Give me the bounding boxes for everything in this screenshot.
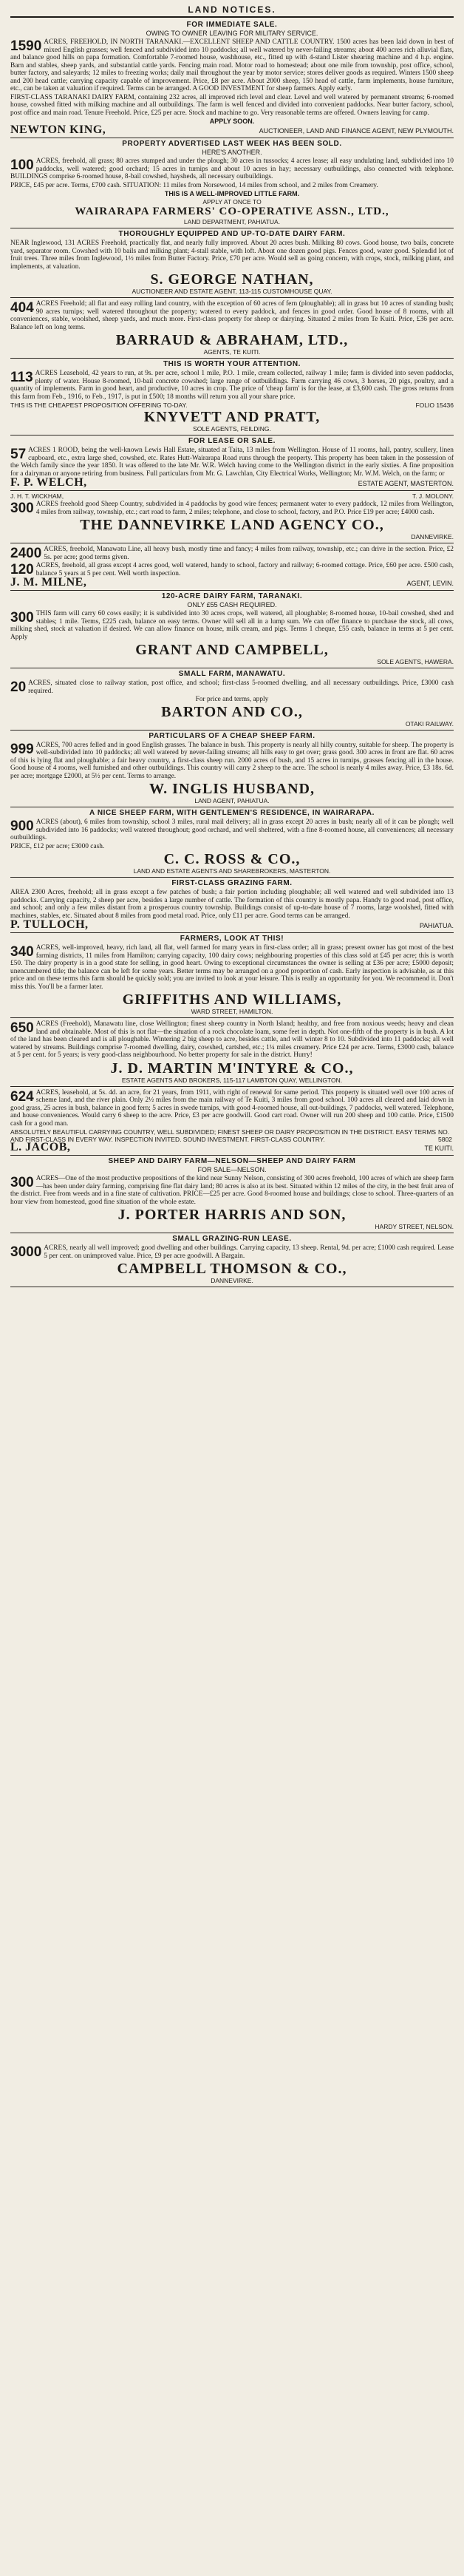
firm-agent: ESTATE AGENT, MASTERTON. (358, 480, 454, 487)
folio-reference: FOLIO 15436 (415, 401, 454, 409)
ad-text: ACRES, freehold, all grass; 80 acres stumped and under the plough; 30 acres in tussocks; 4 acres lease; all easy undulating land, subdivided into 10 paddocks, well watered; good orchard; 15 acres in turnips and about 10 acres in hay; necessary outbuildings, also connected with telephone. BUILDINGS comprise 6-roomed house, 8-bail cowshed, haysheds, all necessary outbuildings. (10, 157, 454, 180)
ad-body-secondary: FIRST-CLASS TARANAKI DAIRY FARM, containing 232 acres, all improved rich level and clear. Level and well watered by permanent streams; 6-roomed house, cowshed fitted with milking machine and all outbuildings. The farm is well fenced and divided into convenient paddocks. Near butter factory, school, post office and main road. Tenure Freehold. Price, £25 per acre. Stock and machine to go. Very reasonable terms are offered. Owners leaving for camp. (10, 93, 454, 117)
apply-line: APPLY SOON. (209, 118, 255, 125)
ad-body (10, 1089, 454, 1128)
apply-line: THIS IS A WELL-IMPROVED LITTLE FARM. (164, 190, 300, 197)
firm-agent: SOLE AGENTS, HAWERA. (377, 658, 454, 665)
firm-agent: DANNEVIRKE. (411, 533, 454, 540)
firm-name: CAMPBELL THOMSON & CO., (117, 1261, 347, 1277)
acreage-lead: 1590 (10, 38, 42, 54)
firm-name: P. TULLOCH, (10, 918, 89, 931)
ad-body-secondary: THIS IS THE CHEAPEST PROPOSITION OFFERING TO-DAY. (10, 401, 188, 409)
acreage-lead: 650 (10, 1020, 34, 1036)
ad-heading: PROPERTY ADVERTISED LAST WEEK HAS BEEN SOLD. (122, 140, 342, 148)
agent-name-left: J. H. T. WICKHAM, (10, 492, 64, 500)
firm-row (10, 918, 454, 931)
firm-name: KNYVETT AND PRATT, (143, 409, 321, 425)
acreage-lead: 300 (10, 1175, 34, 1190)
acreage-lead: 404 (10, 300, 34, 316)
ad-text: ACRES freehold good Sheep Country, subdivided in 4 paddocks by good wire fences; permanent water to every paddock, 12 miles from Wellington, 4 miles from railway, township, etc.; cart road to farm, 2 miles; telephone, and close to school, factory, and P.O. Price £19 per acre; £4000 cash. (35, 501, 454, 516)
firm-name: THE DANNEVIRKE LAND AGENCY CO., (80, 517, 384, 533)
ad-heading: FARMERS, LOOK AT THIS! (180, 935, 284, 943)
ad-te-kuiti-404 (10, 298, 454, 359)
ad-body (10, 742, 454, 781)
firm-name: W. INGLIS HUSBAND, (149, 781, 315, 797)
ad-body: NEAR Inglewood, 131 ACRES Freehold, practically flat, and nearly fully improved. About 20 acres bush. Milking 80 cows. Good house, two bails, concrete yard, separator room. Cowshed with 10 bails and milking plant; 4-stall stable, with loft. About one dozen good pigs. Fences good, water good. Splendid lot of fruit trees. Three miles from Inglewood, 1½ miles from Butter Factory. Price, £70 per acre. Would sell as going concern, with crops, stock, milking plant, and implements, at valuation. (10, 240, 454, 271)
ad-nelson (10, 1156, 454, 1233)
acreage-lead: 340 (10, 944, 34, 960)
firm-agent: TE KUITI. (424, 1145, 454, 1152)
acreage-lead: 57 (10, 447, 27, 462)
acreage-lead: 120 (10, 562, 34, 577)
ad-body (10, 679, 454, 695)
firm-row (10, 123, 454, 136)
firm-name: L. JACOB, (10, 1141, 71, 1153)
acreage-lead: 300 (10, 501, 34, 516)
firm-agent: AGENTS, TE KUITI. (203, 348, 261, 356)
firm-agent: WARD STREET, HAMILTON. (191, 1008, 273, 1015)
firm-name: J. D. MARTIN M'INTYRE & CO., (110, 1060, 354, 1077)
acreage-lead: 113 (10, 370, 33, 385)
firm-name: BARTON AND CO., (161, 703, 303, 720)
newspaper-page (6, 3, 458, 2569)
firm-name: BARRAUD & ABRAHAM, LTD., (115, 332, 349, 348)
firm-agent: SOLE AGENTS, FEILDING. (193, 425, 271, 433)
ad-text: ACRES Leasehold, 42 years to run, at 9s. per acre, school 1 mile, P.O. 1 mile, cream collected, railway 1 mile; farm is divided into seven paddocks, plenty of water. House 8-roomed, 10-bail concrete cowshed; large range of outbuildings. Farm carrying 46 cows, 3 horses, 20 pigs, poultry, and a quantity of implements. Farm in good heart, and productive, 10 acres in crop. The price of 'cheap farm' is for the lease, at £3,600 cash. The gross returns from this farm from Feb., 1916, to Feb., 1917, is put in £500; 18 months will return you all your share price. (10, 370, 454, 401)
acreage-lead: 300 (10, 610, 34, 626)
ad-body (10, 157, 454, 181)
ad-text: ACRES Freehold; all flat and easy rolling land country, with the exception of 60 acres of fern (ploughable); all in grass but 10 acres of standing bush; 90 acres turnips; well watered throughout the property; watered to every paddock, and fences in good order. Good house of 8 rooms, with all conveniences, stable, woolshed, sheep yards, and much more. First-class property for sheep or dairying. Situated 2 miles from Te Kuiti. Price, £36 per acre. Balance left on long terms. (10, 300, 454, 331)
ad-hawera (10, 591, 454, 668)
ad-otaki (10, 668, 454, 731)
ad-text: ACRES 1 ROOD, being the well-known Lewis Hall Estate, situated at Taita, 13 miles from Wellington. House of 11 rooms, hall, pantry, scullery, linen cupboard, etc., extra large shed, cowshed, etc. Rates Hutt-Wairarapa Road runs through the property. This property has been taken in the possession of the Welch family since the year 1850. It was offered to the late Mr. W.R. Welch having come to the Wellington district in the early sixties. A fine proposition for a dairyman or anyone retiring from business. Full particulars from Mr. G. Lawchlan, City Electrical Works, Wellington; Mr. W.M. Welch, on the farm; or (10, 447, 454, 478)
acreage-lead: 2400 (10, 546, 42, 561)
ad-taita-lease (10, 435, 454, 491)
firm-name: S. GEORGE NATHAN, (150, 271, 314, 288)
firm-row (10, 1143, 454, 1153)
ad-heading: SMALL GRAZING-RUN LEASE. (172, 1235, 292, 1243)
ad-text: ACRES, FREEHOLD, IN NORTH TARANAKI.—EXCELLENT SHEEP AND CATTLE COUNTRY. 1500 acres has been laid down in best of mixed English grasses; well fenced and subdivided into 10 paddocks; all well watered by never-failing streams; about 400 acres rich alluvial flats, and balance good hills on papa formation. Comfortable 7-roomed house, washhouse, etc., fitted up with 4-stand Lister shearing machine and 4 h.p. engine. Barn and stables, sheep yards, and substantial cattle yards. Fencing main road. Motor road to homestead; about one mile from township, post office, school, butter factory, and saleyards; 12 miles to freezing works; daily mail throughout the year by motor service; stores deliver goods as required. Winters 1500 sheep and 200 head cattle; carrying capacity capable of improvement. Price, £8 per acre. About 2000 sheep, 150 head of cattle, farm implements, house furniture, etc., can be taken at valuation if required. Terms can be arranged. A GOOD INVESTMENT for sheep farmers. Apply early. (10, 38, 454, 92)
ad-subheading: OWING TO OWNER LEAVING FOR MILITARY SERVICE. (146, 30, 318, 37)
ad-pahiatua-sheep (10, 731, 454, 808)
acreage-lead: 20 (10, 679, 27, 695)
ad-heading: THIS IS WORTH YOUR ATTENTION. (163, 360, 301, 368)
ad-subheading: ONLY £55 CASH REQUIRED. (187, 601, 277, 609)
ad-body (10, 1244, 454, 1260)
firm-agent: AGENT, LEVIN. (406, 580, 454, 587)
ad-heading: SHEEP AND DAIRY FARM—NELSON—SHEEP AND DAIRY FARM (108, 1157, 356, 1165)
ad-heading: PARTICULARS OF A CHEAP SHEEP FARM. (149, 731, 315, 740)
ad-body (10, 818, 454, 842)
ad-text: ACRES, situated close to railway station, post office, and school; first-class 5-roomed dwelling, and all necessary outbuildings. Price, £3000 cash required. (28, 679, 454, 695)
ad-body-secondary: PRICE, £12 per acre; £3000 cash. (10, 842, 105, 850)
ad-body (10, 944, 454, 991)
ad-text: ACRES, leasehold, at 5s. 4d. an acre, for 21 years, from 1911, with right of renewal for same period. This property is situated well over 100 acres of scheme land, and the river plain. Only 2½ miles from the main railway of Te Kuiti, 3 miles from good school. 100 acres all cleared and laid down in good grass, 25 acres in bush, balance in good fern; 5 acres in swede turnips, with good 4-roomed house, all out-buildings, 7 paddocks, well watered. Telephone, and house conveniences. Would carry 6 sheep to the acre. Price, £3 per acre goodwill. Good cart road. Owner will run 200 sheep and 100 cattle. Price, £1500 cash for a good man. (10, 1088, 454, 1128)
firm-name: C. C. ROSS & CO., (163, 851, 301, 867)
ad-subheading: FOR SALE—NELSON. (197, 1166, 267, 1173)
ad-text: ACRES, 700 acres felled and in good English grasses. The balance in bush. This property is nearly all hilly country, suitable for sheep. The property is well-subdivided into 10 paddocks; all well watered by never-failing streams; all hills easy to get over; grass good. 300 acres in front are flat. 60 acres of this is lying flat and ploughable; a fair heavy country, a first-class sheep run. 2000 acres of bush, and 15 acres in turnips, grasses fencing all in the house. Good house of 4 rooms, well furnished and other outbuildings. This country will carry 2 sheep to the acre. The school is nearly 4 miles away. Price, £3 18s. 6d. per acre; mortgage £2000, at 5½ per cent. Terms to arrange. (10, 741, 454, 780)
ad-heading: FOR LEASE OR SALE. (188, 437, 276, 445)
ad-text: ACRES, nearly all well improved; good dwelling and other buildings. Carrying capacity, 13 sheep. Rental, 9d. per acre; £1000 cash required. Lease 5 per cent. on unimproved value. Price, £9 per acre goodwill. A Bargain. (44, 1244, 454, 1260)
ad-grazing-run-lease (10, 1233, 454, 1287)
acreage-lead: 100 (10, 157, 34, 173)
apply-to: APPLY AT ONCE TO (202, 198, 262, 206)
ad-dannevirke-agency (10, 491, 454, 543)
firm-agent: HARDY STREET, NELSON. (375, 1223, 454, 1230)
ad-north-taranaki (10, 19, 454, 138)
ad-text: ACRES, freehold, all grass except 4 acres good, well watered, handy to school, factory and railway; 6-roomed cottage. Price, £60 per acre. £500 cash, balance 5 years at 5 per cent. Well worth inspection. (35, 562, 454, 577)
ad-body (10, 38, 454, 93)
ad-body (10, 610, 454, 641)
firm-agent: ESTATE AGENTS AND BROKERS, 115-117 LAMBTON QUAY, WELLINGTON. (121, 1076, 343, 1084)
ad-grazing-farm (10, 878, 454, 933)
ad-body (10, 1020, 454, 1060)
ad-levin (10, 543, 454, 591)
firm-row (10, 578, 454, 588)
firm-row (10, 478, 454, 488)
ad-text: ACRES, well-improved, heavy, rich land, all flat, well farmed for many years in first-class order; all in grass; present owner has got most of the best farming districts, 11 miles from Hamilton; carrying capacity, 100 dairy cows; neighbouring properties of this class sold at £45 per acre; this is worth £50. The dairy property is in a good state for selling, in good heart. Owing to exceptional circumstances the owner is selling at £36 per acre; £5000 deposit; unencumbered title; the balance can be left for some years. Better terms may be arranged on a good proportion of cash. Early inspection is advisable, as at this price and on these terms this farm should be quickly sold; you are invited to look at your leisure. This is really an opportunity for you. We recommend it. Don't miss this. You'll be a farmer later. (10, 944, 454, 991)
ad-wairarapa-residence (10, 807, 454, 878)
acreage-lead: 3000 (10, 1244, 42, 1260)
ad-norsewood (10, 138, 454, 228)
firm-name: J. M. MILNE, (10, 576, 87, 589)
ad-footer-row (10, 1128, 454, 1143)
firm-name: F. P. WELCH, (10, 476, 87, 489)
ad-te-kuiti-624 (10, 1087, 454, 1156)
firm-agent: OTAKI RAILWAY. (405, 719, 454, 728)
ad-text: ACRES—One of the most productive propositions of the kind near Sunny Nelson, consisting of 300 acres freehold, 100 acres of which are sheep farm—has been under dairy farming, comprising fine flat dairy land; 80 acres is also at its best. Situated within 12 miles of the city, in the best fruit area of the district. Free from weeds and in a fine state of cultivation. PRICE—£25 per acre. Good 8-roomed house and buildings; close to school. Three-quarters of an hour view from homestead, good fine situation of the whole estate. (10, 1175, 454, 1206)
firm-agent: DANNEVIRKE. (211, 1277, 253, 1284)
acreage-lead: 624 (10, 1088, 34, 1105)
ad-body-secondary: For price and terms, apply (195, 696, 269, 703)
ad-text: THIS farm will carry 60 cows easily; it is subdivided into 30 acres crops, well watered, all ploughable; 8-roomed house, 10-bail cowshed, shed and stables; 1 mile. Terms, £225 cash, balance on easy terms. Owner will sell all in a lump sum. We can offer finance to purchase the stock, all cows, milking shed, stock at valuation if desired. We can allow finance on house, milk cream, and pigs. Terms 1 cheque, £55 cash, balance in terms at 5 per cent. Apply (10, 610, 454, 641)
ad-feilding (10, 359, 454, 435)
firm-name: NEWTON KING, (10, 123, 106, 136)
agent-names-row (10, 492, 454, 500)
ad-text: ACRES (about), 6 miles from township, school 3 miles, rural mail delivery; all in grass except 20 acres in bush; nearly all of it can be plough; well subdivided into 16 paddocks; well watered throughout; good orchard, and well sheltered, with a fine 8-roomed house, all conveniences; all necessary outbuildings. (10, 818, 454, 841)
ad-body (10, 370, 454, 401)
firm-agent: LAND AND ESTATE AGENTS AND SHAREBROKERS, MASTERTON. (133, 867, 331, 875)
firm-agent: AUCTIONEER, LAND AND FINANCE AGENT, NEW PLYMOUTH. (259, 127, 454, 135)
ad-text: ACRES (Freehold), Manawatu line, close Wellington; finest sheep country in North Island; healthy, and free from noxious weeds; heavy and clean land and obtainable. Most of this is not flat—the situation of a rock chocolate loam, some feet in depth. Not one-fifth of the property is in bush. A lot of the land has been cleared and is all ploughable. Wintering 2 big sheep to acre, besides cattle, and will winter 8 to 10. Subdivided into 11 paddocks; all well watered by streams. Buildings comprise 7-roomed dwelling, dairy, cowshed, cartshed, etc.; 1¼ miles creamery. Price £24 per acre. Terms, £3000 cash, balance at 5 per cent. for 5 years; is very good-class neighbourhood. No better property for sale in the district. Hurry! (10, 1020, 454, 1059)
ad-heading: A NICE SHEEP FARM, WITH GENTLEMEN'S RESIDENCE, IN WAIRARAPA. (89, 809, 375, 817)
ad-heading: 120-ACRE DAIRY FARM, TARANAKI. (161, 592, 303, 600)
ad-body-secondary (10, 562, 454, 577)
reference-number: NO. 5802 (438, 1128, 452, 1143)
ad-heading: FIRST-CLASS GRAZING FARM. (171, 879, 293, 887)
ad-footer-row (10, 401, 454, 409)
acreage-lead: 999 (10, 741, 34, 757)
ad-heading: SMALL FARM, MANAWATU. (178, 670, 286, 678)
ad-heading: THOROUGHLY EQUIPPED AND UP-TO-DATE DAIRY FARM. (118, 230, 346, 238)
ad-heading: FOR IMMEDIATE SALE. (186, 21, 278, 29)
agent-name-right: T. J. MOLONY. (412, 492, 454, 500)
firm-agent: PAHIATUA. (419, 922, 454, 929)
ad-body: AREA 2300 Acres, freehold; all in grass except a few patches of bush; a fair portion including ploughable; all well watered and well subdivided into 13 paddocks. Carrying capacity, 2 sheep per acre, besides a large number of cattle. The formation of this country is mostly papa. Handy to good road, post office, and school; and only a few miles distant from a prosperous country township. Buildings consist of up-to-date house of 7 rooms, large woolshed, fitted with machines, stables, etc. Situated about 8 miles from good metal road. Price, only £11 per acre. Good terms can be arranged. (10, 889, 454, 920)
ad-body (10, 501, 454, 516)
ad-inglewood (10, 228, 454, 298)
ad-body (10, 1175, 454, 1206)
ad-body (10, 447, 454, 478)
ad-body (10, 546, 454, 561)
firm-agent: LAND DEPARTMENT, PAHIATUA. (183, 218, 281, 226)
acreage-lead: 900 (10, 818, 34, 834)
ad-text: ACRES, freehold, Manawatu Line, all heavy bush, mostly time and fancy; 4 miles from railway, township, etc.; can drive in the section. Price, £2 5s. per acre; good terms given. (44, 546, 454, 561)
page-title: LAND NOTICES. (10, 3, 454, 18)
ad-hamilton (10, 933, 454, 1018)
ad-body (10, 300, 454, 331)
ad-body-secondary: PRICE, £45 per acre. Terms, £700 cash. SITUATION: 11 miles from Norsewood, 14 miles from school, and 2 miles from Creamery. (10, 181, 378, 189)
firm-name: GRIFFITHS AND WILLIAMS, (122, 992, 342, 1008)
firm-name: WAIRARAPA FARMERS' CO-OPERATIVE ASSN., LTD., (75, 206, 389, 217)
firm-name: J. PORTER HARRIS AND SON, (117, 1207, 347, 1223)
ad-manawatu-650 (10, 1018, 454, 1087)
firm-name: GRANT AND CAMPBELL, (135, 642, 329, 658)
firm-agent: AUCTIONEER AND ESTATE AGENT, 113-115 CUSTOMHOUSE QUAY. (132, 288, 332, 295)
ad-body-secondary: ABSOLUTELY BEAUTIFUL CARRYING COUNTRY, WELL SUBDIVIDED; FINEST SHEEP OR DAIRY PROPOSITION IN THE DISTRICT. EASY TERMS AND FIRST-CLASS IN EVERY WAY. INSPECTION INVITED. SOUND INVESTMENT. FIRST-CLASS COUNTRY. (10, 1128, 437, 1143)
firm-agent: LAND AGENT, PAHIATUA. (194, 797, 270, 804)
ad-subheading: HERE'S ANOTHER. (202, 149, 262, 156)
